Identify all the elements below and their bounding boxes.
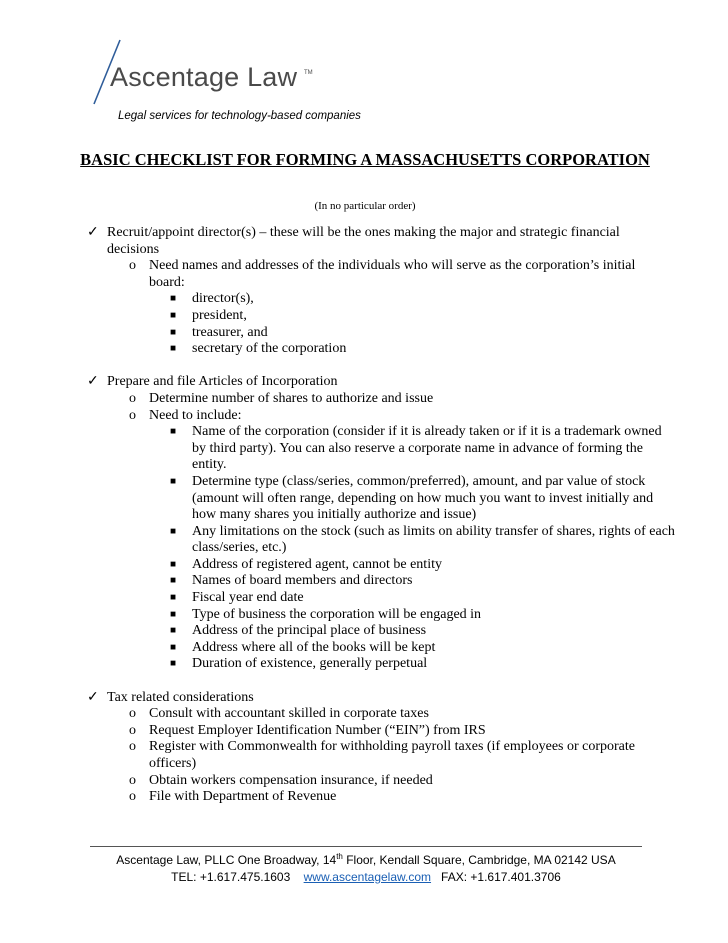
checklist-detail: [0, 474, 728, 524]
checklist-subitem: [0, 773, 728, 790]
checklist-subitem-text: Need names and addresses of the individuals who will serve as the corporation’s initial board:: [149, 258, 636, 290]
checklist-detail: [0, 291, 728, 308]
checklist-detail: [0, 640, 728, 657]
checklist-subitem: [0, 391, 728, 408]
checklist-detail: [0, 573, 728, 590]
square-bullet-icon: ■: [170, 558, 177, 570]
checklist-item: [0, 690, 728, 707]
checklist-section: [0, 374, 728, 673]
checklist-detail: [0, 325, 728, 342]
footer-address-part1: Ascentage Law, PLLC One Broadway, 14: [116, 853, 337, 867]
checklist-detail: [0, 607, 728, 624]
checklist-detail-text: Name of the corporation (consider if it is already taken or if it is a trademark owned by third party). You can also reserve a corporate name in advance of forming the entity.: [192, 424, 662, 473]
checklist-detail-text: treasurer, and: [192, 324, 268, 340]
checklist-detail-text: Fiscal year end date: [192, 590, 304, 606]
checkmark-icon: ✓: [87, 225, 99, 240]
footer-divider: [90, 846, 642, 847]
square-bullet-icon: ■: [170, 625, 177, 637]
footer-address-line: [90, 852, 642, 869]
checklist-detail: [0, 308, 728, 325]
circle-bullet-icon: o: [129, 258, 136, 274]
footer-contact-line: [90, 869, 642, 886]
checklist-detail-text: Names of board members and directors: [192, 573, 413, 589]
logo-text: Ascentage Law: [110, 62, 298, 92]
checklist-section: [0, 225, 728, 358]
square-bullet-icon: ■: [170, 641, 177, 653]
checklist-subitem-text: File with Department of Revenue: [149, 789, 337, 805]
square-bullet-icon: ■: [170, 309, 177, 321]
square-bullet-icon: ■: [170, 575, 177, 587]
checkmark-icon: ✓: [87, 374, 99, 390]
square-bullet-icon: ■: [170, 326, 177, 338]
footer-tel: TEL: +1.617.475.1603: [171, 870, 291, 884]
checklist-subitem: [0, 258, 728, 291]
checklist-detail-text: Any limitations on the stock (such as limits on ability transfer of shares, rights of each class/series, etc.): [192, 523, 675, 556]
checklist-detail-text: Determine type (class/series, common/preferred), amount, and par value of stock (amount will often range, depending on how much you want to invest initially and how many shares you initially authorize and issue): [192, 473, 654, 523]
checklist-detail-text: Address of the principal place of business: [192, 623, 427, 639]
checklist-detail-text: secretary of the corporation: [192, 341, 347, 357]
square-bullet-icon: ■: [170, 592, 177, 604]
checklist-detail-text: Address where all of the books will be kept: [192, 639, 436, 655]
circle-bullet-icon: o: [129, 407, 136, 423]
checklist-detail-text: Address of registered agent, cannot be entity: [192, 556, 442, 572]
checklist-detail-text: president,: [192, 307, 247, 323]
checklist-item-text: Recruit/appoint director(s) – these will be the ones making the major and strategic financial decisions: [107, 225, 620, 257]
checklist-detail: [0, 341, 728, 358]
square-bullet-icon: ■: [170, 608, 177, 620]
square-bullet-icon: ■: [170, 426, 177, 438]
checklist-detail: [0, 557, 728, 574]
checklist-detail: [0, 656, 728, 673]
document-title: BASIC CHECKLIST FOR FORMING A MASSACHUSETTS CORPORATION: [80, 150, 650, 169]
square-bullet-icon: ■: [170, 293, 177, 305]
checkmark-icon: ✓: [87, 689, 99, 705]
checklist-subitem-text: Consult with accountant skilled in corporate taxes: [149, 706, 429, 722]
checklist-subitem: [0, 408, 728, 425]
footer-address-part2: Floor, Kendall Square, Cambridge, MA 02142 USA: [342, 853, 616, 867]
square-bullet-icon: ■: [170, 475, 177, 487]
footer-website-link[interactable]: www.ascentagelaw.com: [303, 870, 432, 884]
checklist-item-text: Prepare and file Articles of Incorporation: [107, 374, 338, 390]
footer-address-sup: th: [336, 852, 343, 861]
checklist-detail: [0, 623, 728, 640]
checklist-subitem-text: Obtain workers compensation insurance, if needed: [149, 772, 433, 788]
square-bullet-icon: ■: [170, 525, 177, 537]
checklist-subitem: [0, 739, 728, 772]
checklist-subitem-text: Determine number of shares to authorize and issue: [149, 390, 434, 406]
checklist-detail-text: director(s),: [192, 291, 254, 307]
checklist-item: [0, 374, 728, 391]
document-subtitle: (In no particular order): [314, 200, 416, 212]
checklist-subitem: [0, 706, 728, 723]
circle-bullet-icon: o: [129, 390, 136, 406]
checklist-subitem-text: Request Employer Identification Number (“EIN”) from IRS: [149, 722, 486, 738]
checklist-section: [0, 690, 728, 806]
checklist-item: [0, 225, 728, 258]
logo-trademark: TM: [304, 70, 313, 76]
circle-bullet-icon: o: [129, 722, 136, 738]
checklist-item-text: Tax related considerations: [107, 689, 254, 705]
circle-bullet-icon: o: [129, 789, 136, 805]
footer: [90, 852, 642, 886]
checklist-subitem-text: Register with Commonwealth for withholding payroll taxes (if employees or corporate officers): [149, 739, 635, 771]
checklist-subitem-text: Need to include:: [149, 407, 242, 423]
checklist-detail-text: Duration of existence, generally perpetual: [192, 656, 428, 672]
square-bullet-icon: ■: [170, 658, 177, 670]
checklist-detail: [0, 524, 728, 557]
circle-bullet-icon: o: [129, 739, 136, 755]
checklist-detail-text: Type of business the corporation will be engaged in: [192, 606, 482, 622]
company-logo: [90, 38, 350, 108]
circle-bullet-icon: o: [129, 706, 136, 722]
checklist: [0, 225, 728, 822]
tagline: Legal services for technology-based companies: [118, 110, 361, 122]
footer-fax: FAX: +1.617.401.3706: [441, 870, 561, 884]
checklist-subitem: [0, 723, 728, 740]
checklist-detail: [0, 590, 728, 607]
circle-bullet-icon: o: [129, 772, 136, 788]
square-bullet-icon: ■: [170, 343, 177, 355]
checklist-subitem: [0, 789, 728, 806]
checklist-detail: [0, 424, 728, 474]
